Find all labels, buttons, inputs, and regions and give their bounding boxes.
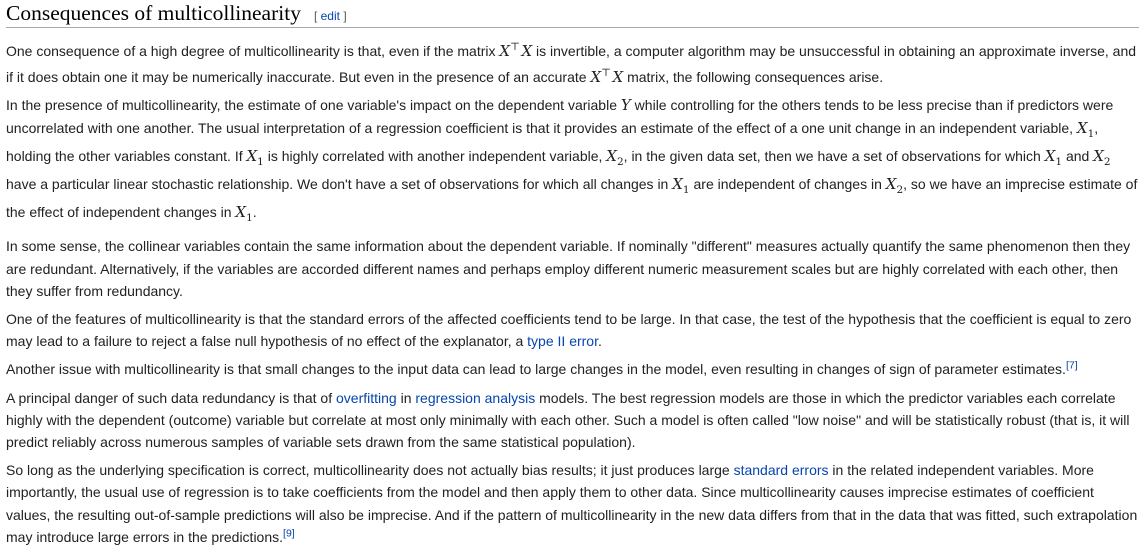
math-sub: 1 xyxy=(257,155,264,168)
p1-text-3: matrix, the following consequences arise. xyxy=(623,69,884,86)
p4-text-2: . xyxy=(597,333,602,350)
paragraph-4 xyxy=(6,308,1139,352)
math-x: X xyxy=(590,68,602,87)
math-sub: 1 xyxy=(1055,155,1063,168)
math-x: X xyxy=(1076,118,1088,137)
paragraph-3: In some sense, the collinear variables contain the same information about the dependent variable. If nominally "different" measures actually quantify the same phenomenon then they are redundant. Alternatively, if the variables are accorded different names and perhaps employ different numeric measurement scales but are highly correlated with each other, then they suffer from redundancy. xyxy=(6,238,1131,299)
p1-text-2: is invertible, a computer algorithm may be unsuccessful in obtaining an approximate inverse, and if it does obtain one it may be numerically inaccurate. But even in the presence of an accurate xyxy=(6,43,1137,86)
reference-link-7[interactable]: [7] xyxy=(1065,359,1078,372)
math-xtx xyxy=(499,42,532,60)
p2-text-5: , in the given data set, then we have a set of observations for which xyxy=(623,147,1045,164)
math-transpose: ⊤ xyxy=(601,67,612,80)
math-sub: 1 xyxy=(1087,127,1095,140)
math-sub: 2 xyxy=(896,184,904,197)
p2-text-3: , holding the other variables constant. If xyxy=(6,119,1099,164)
math-x: X xyxy=(235,203,247,222)
math-x2 xyxy=(606,146,624,168)
math-x2 xyxy=(885,175,904,197)
section-title: Consequences of multicollinearity xyxy=(6,1,301,25)
math-x: X xyxy=(612,68,624,87)
math-x: X xyxy=(672,175,683,194)
p2-text-2: while controlling for the others tends to be less precise than if predictors were uncorrelated with one another. The usual interpretation of a regression coefficient is that it provides an estimate of the effect of a one unit change in an independent variable, xyxy=(6,97,1114,136)
math-x: X xyxy=(521,42,533,60)
math-x: X xyxy=(1093,146,1104,165)
p6-text-3: models. The best regression models are those in which the predictor variables each correlate highly with the dependent (outcome) variable but correlate at most only minimally with each other. Such a model is often called "low noise" and will be statistically robust (that is, it will predict reliably across numerous samples of variable sets drawn from the same statistical population). xyxy=(6,389,1130,451)
math-x2 xyxy=(1093,146,1111,168)
paragraph-1 xyxy=(6,36,1139,88)
p6-text-2: in xyxy=(396,389,416,406)
p2-text-9: , so we have an imprecise estimate of the effect of independent changes in xyxy=(6,176,1138,221)
edit-section xyxy=(314,9,347,23)
link-overfitting[interactable]: overfitting xyxy=(336,389,397,406)
paragraph-2 xyxy=(6,94,1139,229)
p7-text-1: So long as the underlying specification is correct, multicollinearity does not actually bias results; it just produces large xyxy=(6,462,734,479)
reference-7 xyxy=(1066,360,1078,372)
edit-bracket-open: [ xyxy=(313,9,321,23)
reference-link-9[interactable]: [9] xyxy=(283,527,295,540)
edit-link[interactable]: edit xyxy=(320,9,340,23)
paragraph-6 xyxy=(6,387,1139,454)
link-type-ii-error[interactable]: type II error xyxy=(527,333,598,350)
link-regression-analysis[interactable]: regression analysis xyxy=(415,389,536,406)
math-sub: 2 xyxy=(616,155,624,168)
math-x1 xyxy=(246,146,264,168)
math-sub: 2 xyxy=(1103,155,1111,168)
math-transpose: ⊤ xyxy=(510,41,520,53)
p2-text-7: have a particular linear stochastic relationship. We don't have a set of observations for which all changes in xyxy=(6,176,673,193)
p2-text-8: are independent of changes in xyxy=(689,176,886,193)
p2-text-4: is highly correlated with another independent variable, xyxy=(263,147,607,164)
p6-text-1: A principal danger of such data redundancy is that of xyxy=(6,389,336,406)
math-x: X xyxy=(1044,146,1056,165)
p2-text-10: . xyxy=(252,204,257,221)
reference-9 xyxy=(283,527,295,539)
p5-text: Another issue with multicollinearity is that small changes to the input data can lead to large changes in the model, even resulting in changes of sign of parameter estimates. xyxy=(6,361,1066,378)
paragraph-7 xyxy=(6,459,1139,548)
math-x1 xyxy=(1044,146,1063,168)
math-x1 xyxy=(1076,118,1095,140)
math-x: X xyxy=(246,146,258,165)
math-y: Y xyxy=(620,96,631,115)
link-standard-errors[interactable]: standard errors xyxy=(733,462,829,479)
math-x1 xyxy=(235,203,253,225)
p2-text-1: In the presence of multicollinearity, the estimate of one variable's impact on the dependent variable xyxy=(6,97,621,114)
math-x1 xyxy=(672,175,690,197)
p2-text-6: and xyxy=(1062,147,1094,164)
p4-text-1: One of the features of multicollinearity is that the standard errors of the affected coefficients tend to be large. In that case, the test of the hypothesis that the coefficient is equal to zero may lead to a failure to reject a false null hypothesis of no effect of the explanator, a xyxy=(6,311,1132,350)
paragraph-5 xyxy=(6,358,1139,380)
math-sub: 1 xyxy=(246,212,253,225)
p1-text-1: One consequence of a high degree of multicollinearity is that, even if the matrix xyxy=(6,43,500,59)
edit-bracket-close: ] xyxy=(339,9,347,23)
math-sub: 1 xyxy=(682,184,690,197)
section-header xyxy=(6,0,1139,28)
math-xtx xyxy=(590,68,623,86)
math-x: X xyxy=(606,146,617,165)
math-x: X xyxy=(499,42,511,60)
p7-text-2: in the related independent variables. More importantly, the usual use of regression is to take coefficients from the model and then apply them to other data. Since multicollinearity causes imprecise estimates of coefficient values, the resulting out-of-sample predictions will also be imprecise. And if the pattern of multicollinearity in the new data differs from that in the data that was fitted, such extrapolation may introduce large errors in the predictions. xyxy=(6,462,1138,545)
math-x: X xyxy=(885,175,897,194)
